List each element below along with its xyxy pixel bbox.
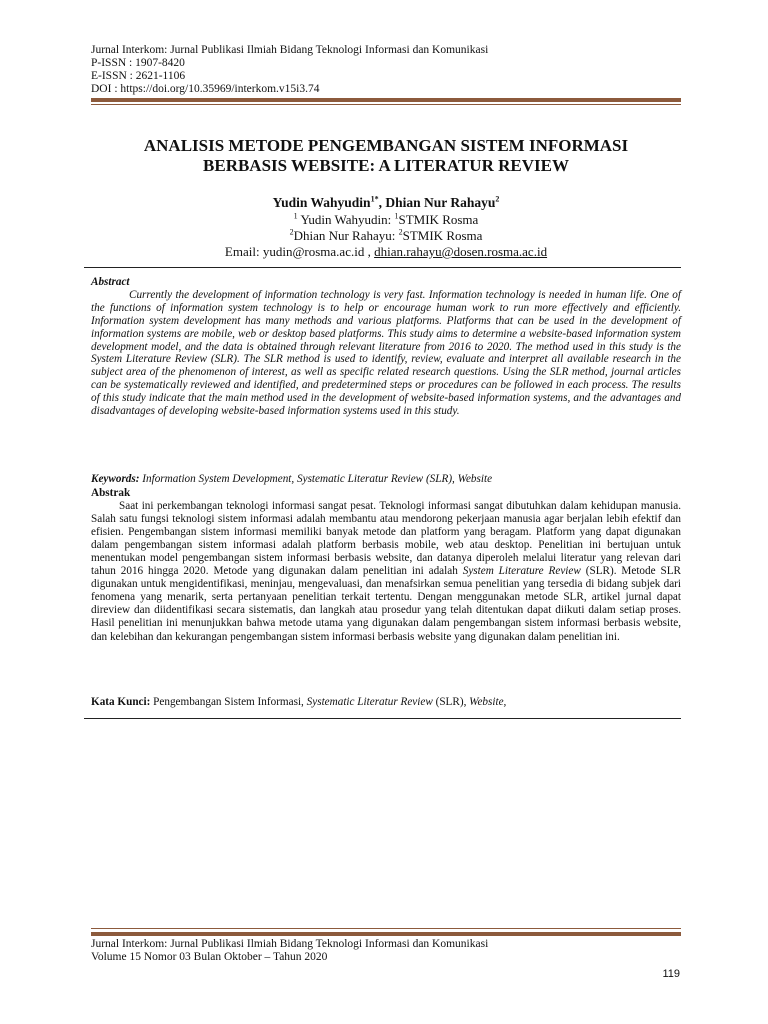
abstract-body: Currently the development of information technology is very fast. Information technology is needed in human life. One of the functions of information system technology is to help or encourage human work to run more effectively and efficiently. Information system development has many methods and various platforms. Platforms that can be used in the development of information systems are mobile, web or desktop based platforms. This study aims to determine a website-based information system development model, and the data is obtained through relevant literature from 2016 to 2020. The method used in this study is the System Literature Review (SLR). The SLR method is used to identify, review, evaluate and interpret all available research in the subject area of the phenomenon of interest, as well as specific related research questions. Using the SLR method, journal articles can be systematically reviewed and identified, and predetermined steps or procedures can be followed in each process. The results of this study indicate that the main method used in the development of website-based information systems, and the advantages and disadvantages of developing website-based information systems used in this study.	[91, 288, 681, 418]
keywords-indonesian: Kata Kunci: Pengembangan Sistem Informasi, Systematic Literatur Review (SLR), Website,	[91, 696, 507, 708]
abstrak-body: Saat ini perkembangan teknologi informasi sangat pesat. Teknologi informasi sangat dibutuhkan dalam kehidupan manusia. Salah satu fungsi teknologi sistem informasi adalah membantu atau mendorong pekerjaan manusia agar berjalan lebih efektif dan efisien. Pengembangan sistem informasi memiliki banyak metode dan platform yang beragam. Platform yang dapat digunakan dalam pengembangan sistem informasi adalah platform berbasis mobile, web atau desktop. Penelitian ini bertujuan untuk menentukan model pengembangan sistem informasi berbasis website, dan datanya diperoleh melalui literatur yang relevan dari tahun 2016 hingga 2020. Metode yang digunakan dalam penelitian ini adalah System Literature Review (SLR). Metode SLR digunakan untuk mengidentifikasi, meninjau, mengevaluasi, dan menafsirkan semua penelitian yang tersedia di bidang subjek dari fenomena yang menarik, serta pertanyaan penelitian terkait tertentu. Dengan menggunakan metode SLR, artikel jurnal dapat direview dan diidentifikasi secara sistematis, dan langkah atau prosedur yang telah ditentukan dapat diikuti dalam setiap proses. Hasil penelitian ini menunjukkan bahwa metode utama yang digunakan dalam pengembangan sistem informasi berbasis website, dan kelebihan dan kekurangan pengembangan sistem informasi berbasis website yang digunakan dalam penelitian ini.	[91, 500, 681, 643]
affiliation-1: $^1$ Yudin Wahyudin: $^1$STMIK Rosma	[293, 211, 479, 227]
footer-rule-thick	[91, 932, 681, 936]
p-issn: P-ISSN : 1907-8420	[91, 57, 185, 69]
paper-title	[91, 136, 681, 176]
author-2-sup: 2	[495, 194, 500, 204]
page-number: 119	[662, 968, 680, 980]
journal-header	[91, 44, 681, 96]
kata-kunci-label: Kata Kunci:	[91, 696, 151, 708]
author-separator: ,	[378, 195, 386, 210]
footer-journal-name: Jurnal Interkom: Jurnal Publikasi Ilmiah Bidang Teknologi Informasi dan Komunikasi	[91, 938, 489, 950]
abstract-english	[91, 276, 681, 418]
abstrak-heading: Abstrak	[91, 487, 131, 499]
keywords-english: Keywords: Information System Development, Systematic Literatur Review (SLR), Website	[91, 473, 493, 485]
author-names	[91, 195, 681, 211]
abstract-bottom-rule	[84, 718, 681, 719]
email-line: Email: yudin@rosma.ac.id , dhian.rahayu@dosen.rosma.ac.id	[224, 244, 548, 259]
author-1: Yudin Wahyudin	[272, 195, 371, 210]
header-rule-thin	[91, 104, 681, 105]
author-block	[91, 195, 681, 260]
title-line-1: ANALISIS METODE PENGEMBANGAN SISTEM INFORMASI	[143, 136, 629, 155]
keywords-label: Keywords:	[91, 473, 140, 485]
footer-volume: Volume 15 Nomor 03 Bulan Oktober – Tahun 2020	[91, 951, 328, 963]
abstract-heading: Abstract	[91, 276, 130, 288]
e-issn: E-ISSN : 2621-1106	[91, 70, 186, 82]
doi: DOI : https://doi.org/10.35969/interkom.v15i3.74	[91, 83, 320, 95]
affiliation-2: $^2$Dhian Nur Rahayu: $^2$STMIK Rosma	[289, 227, 483, 243]
journal-footer	[91, 938, 681, 964]
footer-rule-thin	[91, 928, 681, 929]
journal-name: Jurnal Interkom: Jurnal Publikasi Ilmiah Bidang Teknologi Informasi dan Komunikasi	[91, 44, 489, 56]
author-1-sup: 1*	[370, 194, 379, 204]
email-link[interactable]: dhian.rahayu@dosen.rosma.ac.id	[374, 244, 548, 259]
abstract-indonesian	[91, 487, 681, 644]
title-line-2: BERBASIS WEBSITE: A LITERATUR REVIEW	[203, 156, 569, 175]
header-rule-thick	[91, 98, 681, 102]
author-2: Dhian Nur Rahayu	[385, 195, 496, 210]
abstract-top-rule	[84, 267, 681, 268]
